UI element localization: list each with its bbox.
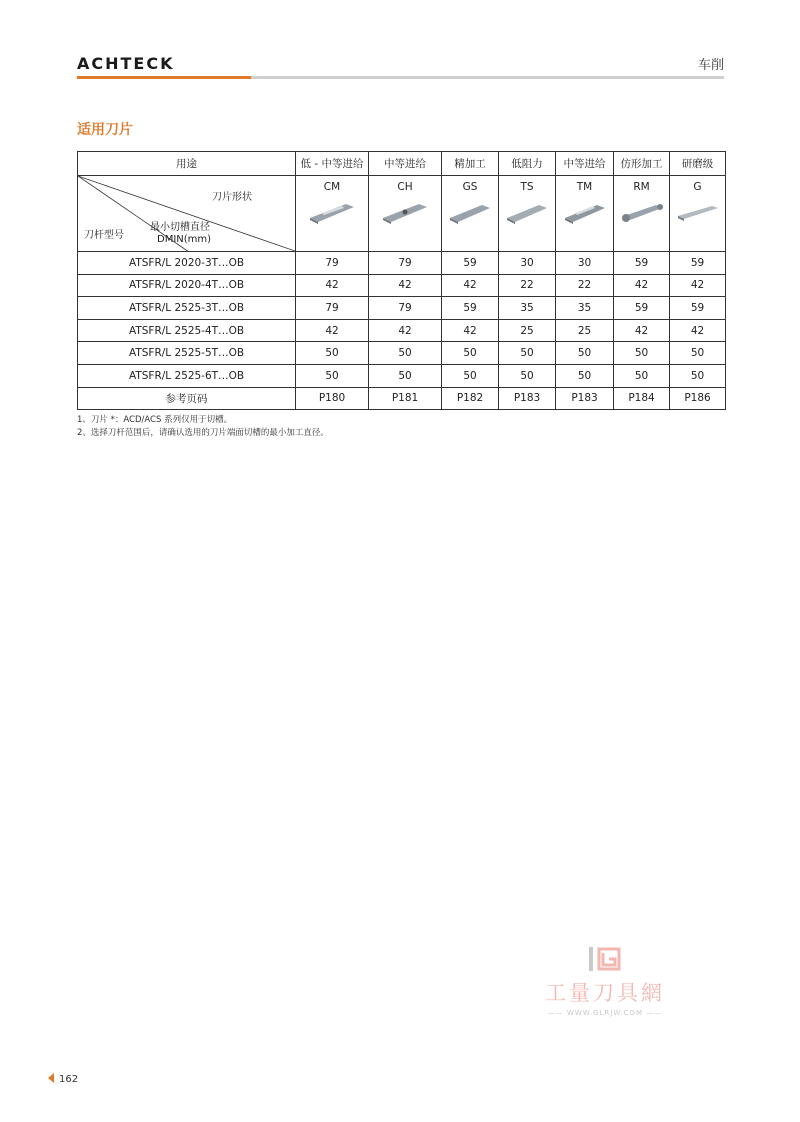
holder-name: ATSFR/L 2525-6T…OB bbox=[78, 364, 296, 387]
reference-page: P186 bbox=[670, 387, 726, 410]
dmin-label: DMIN(mm) bbox=[157, 234, 212, 245]
insert-table bbox=[77, 151, 726, 410]
value-cell: 42 bbox=[670, 319, 726, 342]
value-cell: 59 bbox=[442, 252, 499, 275]
value-cell: 79 bbox=[296, 252, 369, 275]
usage-cell: 中等进给 bbox=[369, 152, 442, 176]
value-cell: 42 bbox=[296, 274, 369, 297]
value-cell: 42 bbox=[614, 274, 670, 297]
reference-page: P182 bbox=[442, 387, 499, 410]
holder-name: ATSFR/L 2525-4T…OB bbox=[78, 319, 296, 342]
value-cell: 59 bbox=[670, 297, 726, 320]
grooving-insert-icon bbox=[676, 200, 720, 224]
value-cell: 50 bbox=[369, 364, 442, 387]
watermark-logo-icon bbox=[585, 945, 625, 973]
value-cell: 50 bbox=[442, 364, 499, 387]
table-row bbox=[78, 274, 726, 297]
table-row bbox=[78, 319, 726, 342]
page-title: 适用刀片 bbox=[77, 122, 133, 138]
grooving-insert-icon bbox=[563, 200, 607, 224]
reference-page: P181 bbox=[369, 387, 442, 410]
value-cell: 79 bbox=[369, 252, 442, 275]
table-row bbox=[78, 297, 726, 320]
value-cell: 42 bbox=[670, 274, 726, 297]
usage-header: 用途 bbox=[78, 152, 296, 176]
value-cell: 30 bbox=[556, 252, 614, 275]
value-cell: 42 bbox=[296, 319, 369, 342]
page-number-text: 162 bbox=[59, 1074, 79, 1085]
usage-cell: 低 - 中等进给 bbox=[296, 152, 369, 176]
watermark bbox=[540, 945, 670, 1017]
insert-code: GS bbox=[462, 181, 478, 193]
usage-cell: 仿形加工 bbox=[614, 152, 670, 176]
usage-cell: 中等进给 bbox=[556, 152, 614, 176]
usage-row bbox=[78, 152, 726, 176]
grooving-insert-icon bbox=[448, 200, 492, 224]
value-cell: 22 bbox=[556, 274, 614, 297]
shape-label: 刀片形状 bbox=[212, 192, 252, 203]
insert-cell bbox=[499, 176, 556, 252]
value-cell: 50 bbox=[296, 342, 369, 365]
insert-code: TS bbox=[520, 181, 534, 193]
footnote: 1、刀片 *：ACD/ACS 系列仅用于切槽。 bbox=[77, 415, 233, 425]
value-cell: 59 bbox=[442, 297, 499, 320]
value-cell: 25 bbox=[556, 319, 614, 342]
holder-name: ATSFR/L 2020-4T…OB bbox=[78, 274, 296, 297]
corner-header bbox=[78, 176, 296, 252]
value-cell: 59 bbox=[670, 252, 726, 275]
grooving-insert-icon bbox=[381, 200, 429, 224]
value-cell: 42 bbox=[369, 274, 442, 297]
insert-cell bbox=[670, 176, 726, 252]
reference-page: P184 bbox=[614, 387, 670, 410]
grooving-insert-icon bbox=[505, 200, 549, 224]
table-row bbox=[78, 252, 726, 275]
triangle-marker-icon bbox=[48, 1073, 54, 1083]
value-cell: 59 bbox=[614, 297, 670, 320]
value-cell: 50 bbox=[614, 342, 670, 365]
value-cell: 50 bbox=[499, 364, 556, 387]
reference-page: P183 bbox=[556, 387, 614, 410]
holder-name: ATSFR/L 2525-3T…OB bbox=[78, 297, 296, 320]
value-cell: 50 bbox=[556, 364, 614, 387]
value-cell: 42 bbox=[442, 274, 499, 297]
reference-page: P180 bbox=[296, 387, 369, 410]
value-cell: 50 bbox=[614, 364, 670, 387]
value-cell: 42 bbox=[614, 319, 670, 342]
value-cell: 35 bbox=[499, 297, 556, 320]
value-cell: 42 bbox=[369, 319, 442, 342]
table-row bbox=[78, 364, 726, 387]
value-cell: 22 bbox=[499, 274, 556, 297]
table-row bbox=[78, 342, 726, 365]
holder-name: ATSFR/L 2525-5T…OB bbox=[78, 342, 296, 365]
min-diameter-label: 最小切槽直径 bbox=[150, 222, 210, 233]
insert-cell bbox=[296, 176, 369, 252]
holder-name: ATSFR/L 2020-3T…OB bbox=[78, 252, 296, 275]
value-cell: 50 bbox=[556, 342, 614, 365]
value-cell: 50 bbox=[296, 364, 369, 387]
value-cell: 50 bbox=[499, 342, 556, 365]
holder-label: 刀杆型号 bbox=[84, 230, 124, 241]
usage-cell: 精加工 bbox=[442, 152, 499, 176]
value-cell: 59 bbox=[614, 252, 670, 275]
insert-code: RM bbox=[633, 181, 650, 193]
value-cell: 35 bbox=[556, 297, 614, 320]
value-cell: 25 bbox=[499, 319, 556, 342]
value-cell: 50 bbox=[442, 342, 499, 365]
section-name: 车削 bbox=[697, 58, 724, 73]
reference-page: P183 bbox=[499, 387, 556, 410]
header-rule-accent bbox=[77, 76, 251, 79]
insert-cell bbox=[369, 176, 442, 252]
watermark-url: —— WWW.GLRJW.COM —— bbox=[547, 1009, 663, 1017]
value-cell: 79 bbox=[369, 297, 442, 320]
footnotes bbox=[77, 414, 329, 440]
value-cell: 50 bbox=[369, 342, 442, 365]
insert-cell bbox=[442, 176, 499, 252]
page-number bbox=[48, 1073, 78, 1085]
insert-code: G bbox=[693, 181, 702, 193]
value-cell: 79 bbox=[296, 297, 369, 320]
reference-label: 参考页码 bbox=[78, 387, 296, 410]
value-cell: 50 bbox=[670, 364, 726, 387]
footnote: 2、选择刀杆范围后，请确认选用的刀片端面切槽的最小加工直径。 bbox=[77, 428, 329, 438]
insert-code: CH bbox=[397, 181, 413, 193]
usage-cell: 研磨级 bbox=[670, 152, 726, 176]
insert-code: CM bbox=[323, 181, 341, 193]
watermark-text: 工量刀具網 bbox=[545, 981, 665, 1005]
brand-logo: ACHTECK bbox=[77, 54, 175, 73]
insert-code: TM bbox=[576, 181, 593, 193]
insert-cell bbox=[614, 176, 670, 252]
insert-cell bbox=[556, 176, 614, 252]
value-cell: 50 bbox=[670, 342, 726, 365]
grooving-insert-icon bbox=[308, 200, 356, 224]
shape-row bbox=[78, 176, 726, 252]
value-cell: 30 bbox=[499, 252, 556, 275]
reference-row bbox=[78, 387, 726, 410]
value-cell: 42 bbox=[442, 319, 499, 342]
usage-cell: 低阻力 bbox=[499, 152, 556, 176]
grooving-insert-icon bbox=[620, 200, 664, 224]
